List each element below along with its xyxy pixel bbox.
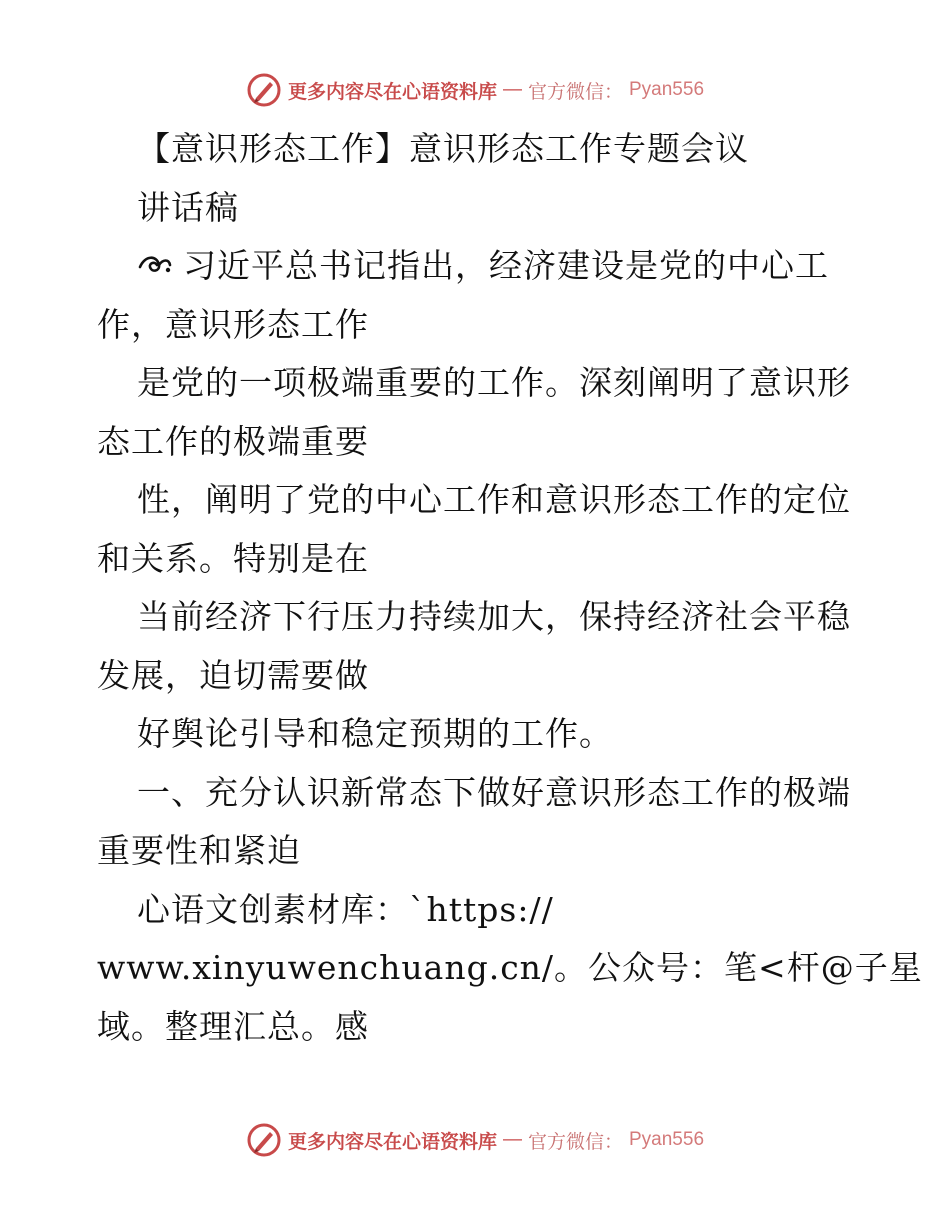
document-title: 【意识形态工作】意识形态工作专题会议 xyxy=(137,129,749,168)
footer-dash: — xyxy=(502,1129,522,1150)
footer-banner xyxy=(0,1120,950,1160)
paragraph-text: 习近平总书记指出，经济建设是党的中心工 xyxy=(183,246,829,285)
footer-brand-text: 更多内容尽在心语资料库 xyxy=(287,1131,497,1153)
section-heading: 一、充分认识新常态下做好意识形态工作的极端 xyxy=(137,772,851,812)
paragraph-line: 是党的一项极端重要的工作。深刻阐明了意识形 xyxy=(137,363,851,402)
header-banner xyxy=(0,70,950,110)
section-heading-continued: 重要性和紧迫 xyxy=(97,831,301,870)
document-body xyxy=(97,120,923,1056)
paragraph-line: 和关系。特别是在 xyxy=(97,538,369,578)
paragraph-line: 作，意识形态工作 xyxy=(97,304,369,344)
header-brand-text: 更多内容尽在心语资料库 xyxy=(287,81,497,103)
header-dash: — xyxy=(502,79,522,100)
paragraph-line: 好舆论引导和稳定预期的工作。 xyxy=(137,714,613,753)
paragraph-line: 态工作的极端重要 xyxy=(97,421,369,461)
footer-wechat-id: Pyan556 xyxy=(629,1129,705,1150)
url-line: www.xinyuwenchuang.cn/。公众号：笔<杆@子星 xyxy=(97,948,923,987)
paragraph-line xyxy=(97,237,857,296)
paragraph-line: 性，阐明了党的中心工作和意识形态工作的定位 xyxy=(137,480,851,519)
header-wechat-label: 官方微信： xyxy=(527,81,623,103)
header-wechat-id: Pyan556 xyxy=(629,79,705,100)
paragraph-line: 心语文创素材库：`https:// xyxy=(137,889,554,929)
pen-logo-icon xyxy=(246,1122,282,1158)
paragraph-line: 发展，迫切需要做 xyxy=(97,655,369,695)
paragraph-line: 域。整理汇总。感 xyxy=(97,1006,369,1046)
ornament-bullet-icon xyxy=(137,251,173,279)
footer-wechat-label: 官方微信： xyxy=(527,1131,623,1153)
pen-logo-icon xyxy=(246,72,282,108)
document-subtitle: 讲话稿 xyxy=(137,187,239,227)
paragraph-line: 当前经济下行压力持续加大，保持经济社会平稳 xyxy=(137,597,851,636)
